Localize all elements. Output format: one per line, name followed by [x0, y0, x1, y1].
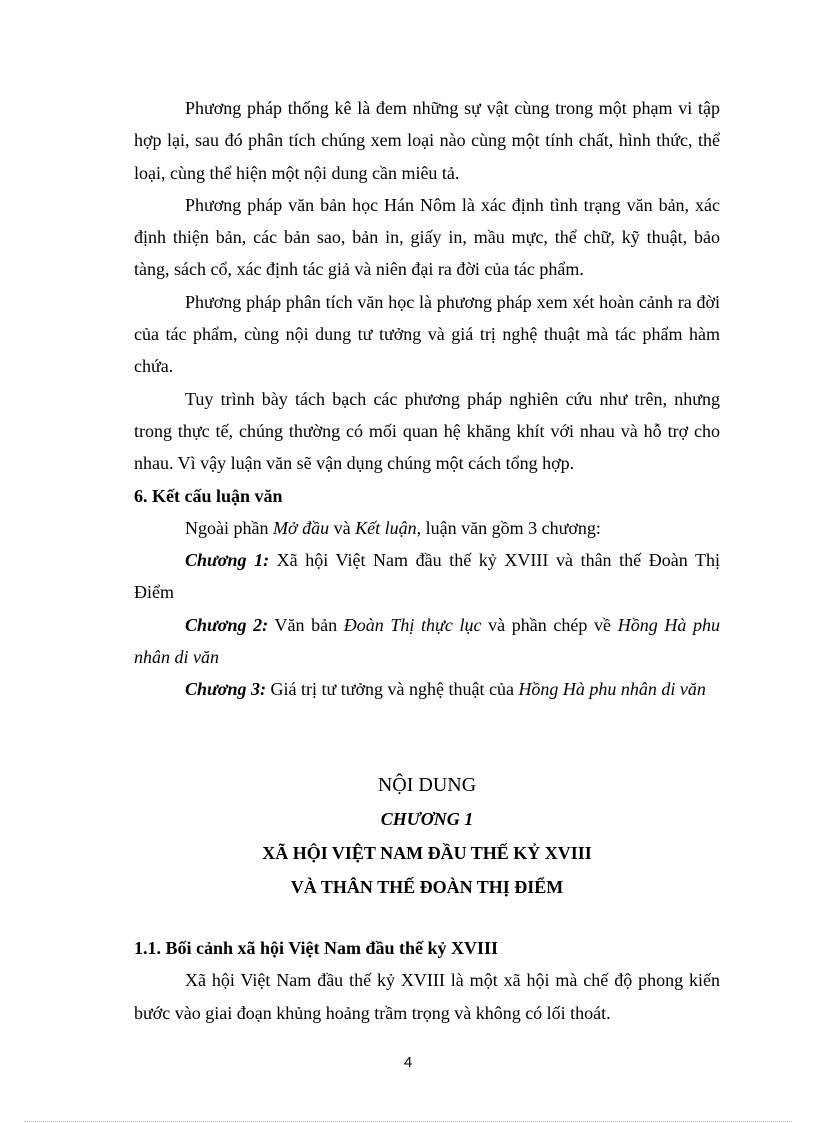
intro-text-c: và: [329, 517, 356, 538]
chapter-2-title-b: Hồng Hà phu nhân di văn: [134, 614, 721, 668]
chapter-3-text-a: Giá trị tư tưởng và nghệ thuật của: [265, 679, 519, 700]
paragraph-methods-summary: Tuy trình bày tách bạch các phương pháp nghiên cứu như trên, nhưng trong thực tế, chúng thường có mối quan hệ khăng khít với nhau và hỗ trợ cho nhau. Vì vậy luận văn sẽ vận dụng chúng một cách tổng hợp.: [134, 388, 720, 474]
chapter-3-line: [134, 673, 720, 705]
chapter-2-line: [134, 609, 720, 674]
paragraph-literary-analysis-method: Phương pháp phân tích văn học là phương pháp xem xét hoàn cảnh ra đời của tác phẩm, cùng nội dung tư tưởng và giá trị nghệ thuật mà tác phẩm hàm chứa.: [134, 291, 720, 377]
section-heading: 1.1. Bối cảnh xã hội Việt Nam đầu thế kỷ XVIII: [134, 938, 499, 958]
structure-heading: 6. Kết cấu luận văn: [134, 485, 283, 506]
chapter-3-title: Hồng Hà phu nhân di văn: [518, 679, 706, 700]
methods-text: [134, 92, 720, 706]
content-heading-block: [134, 768, 720, 904]
paragraph-textology-method: Phương pháp văn bản học Hán Nôm là xác định tình trạng văn bản, xác định thiện bản, các bản sao, bản in, giấy in, mầu mực, thể chữ, kỹ thuật, bảo tàng, sách cổ, xác định tác giả và niên đại ra đời của tác phẩm.: [134, 194, 720, 280]
chapter-1-label: Chương 1:: [185, 550, 270, 571]
chapter-2-text-c: và phần chép về: [481, 614, 618, 635]
page-number: 4: [403, 1054, 413, 1071]
intro-ket-luan: Kết luận: [355, 517, 417, 538]
chapter-2-label: Chương 2:: [185, 614, 269, 635]
section-paragraph: Xã hội Việt Nam đầu thế kỷ XVIII là một xã hội mà chế độ phong kiến bước vào giai đoạn khủng hoảng trầm trọng và không có lối thoát.: [134, 970, 720, 1023]
chapter-1-text: Xã hội Việt Nam đầu thế kỷ XVIII và thân thế Đoàn Thị Điểm: [134, 550, 721, 603]
intro-text-a: Ngoài phần: [185, 517, 273, 538]
content-title: NỘI DUNG: [377, 774, 477, 796]
intro-text-e: , luận văn gồm 3 chương:: [416, 517, 601, 538]
intro-mo-dau: Mở đầu: [272, 517, 330, 538]
page-bottom-divider: [24, 1121, 792, 1122]
chapter-number: CHƯƠNG 1: [380, 809, 474, 829]
chapter-2-text-a: Văn bản: [268, 614, 344, 635]
chapter-3-label: Chương 3:: [185, 679, 266, 700]
chapter-1-line: [134, 544, 720, 609]
chapter-title-line-1: XÃ HỘI VIỆT NAM ĐẦU THẾ KỶ XVIII: [262, 843, 592, 863]
structure-intro: [134, 512, 720, 544]
chapter-2-title-a: Đoàn Thị thực lục: [343, 614, 482, 635]
paragraph-statistics-method: Phương pháp thống kê là đem những sự vật cùng trong một phạm vi tập hợp lại, sau đó phân tích chúng xem loại nào cùng một tính chất, hình thức, thể loại, cùng thể hiện một nội dung cần miêu tả.: [134, 98, 720, 183]
section-1-1: [134, 932, 720, 1029]
chapter-title-line-2: VÀ THÂN THẾ ĐOÀN THỊ ĐIỂM: [290, 877, 564, 897]
